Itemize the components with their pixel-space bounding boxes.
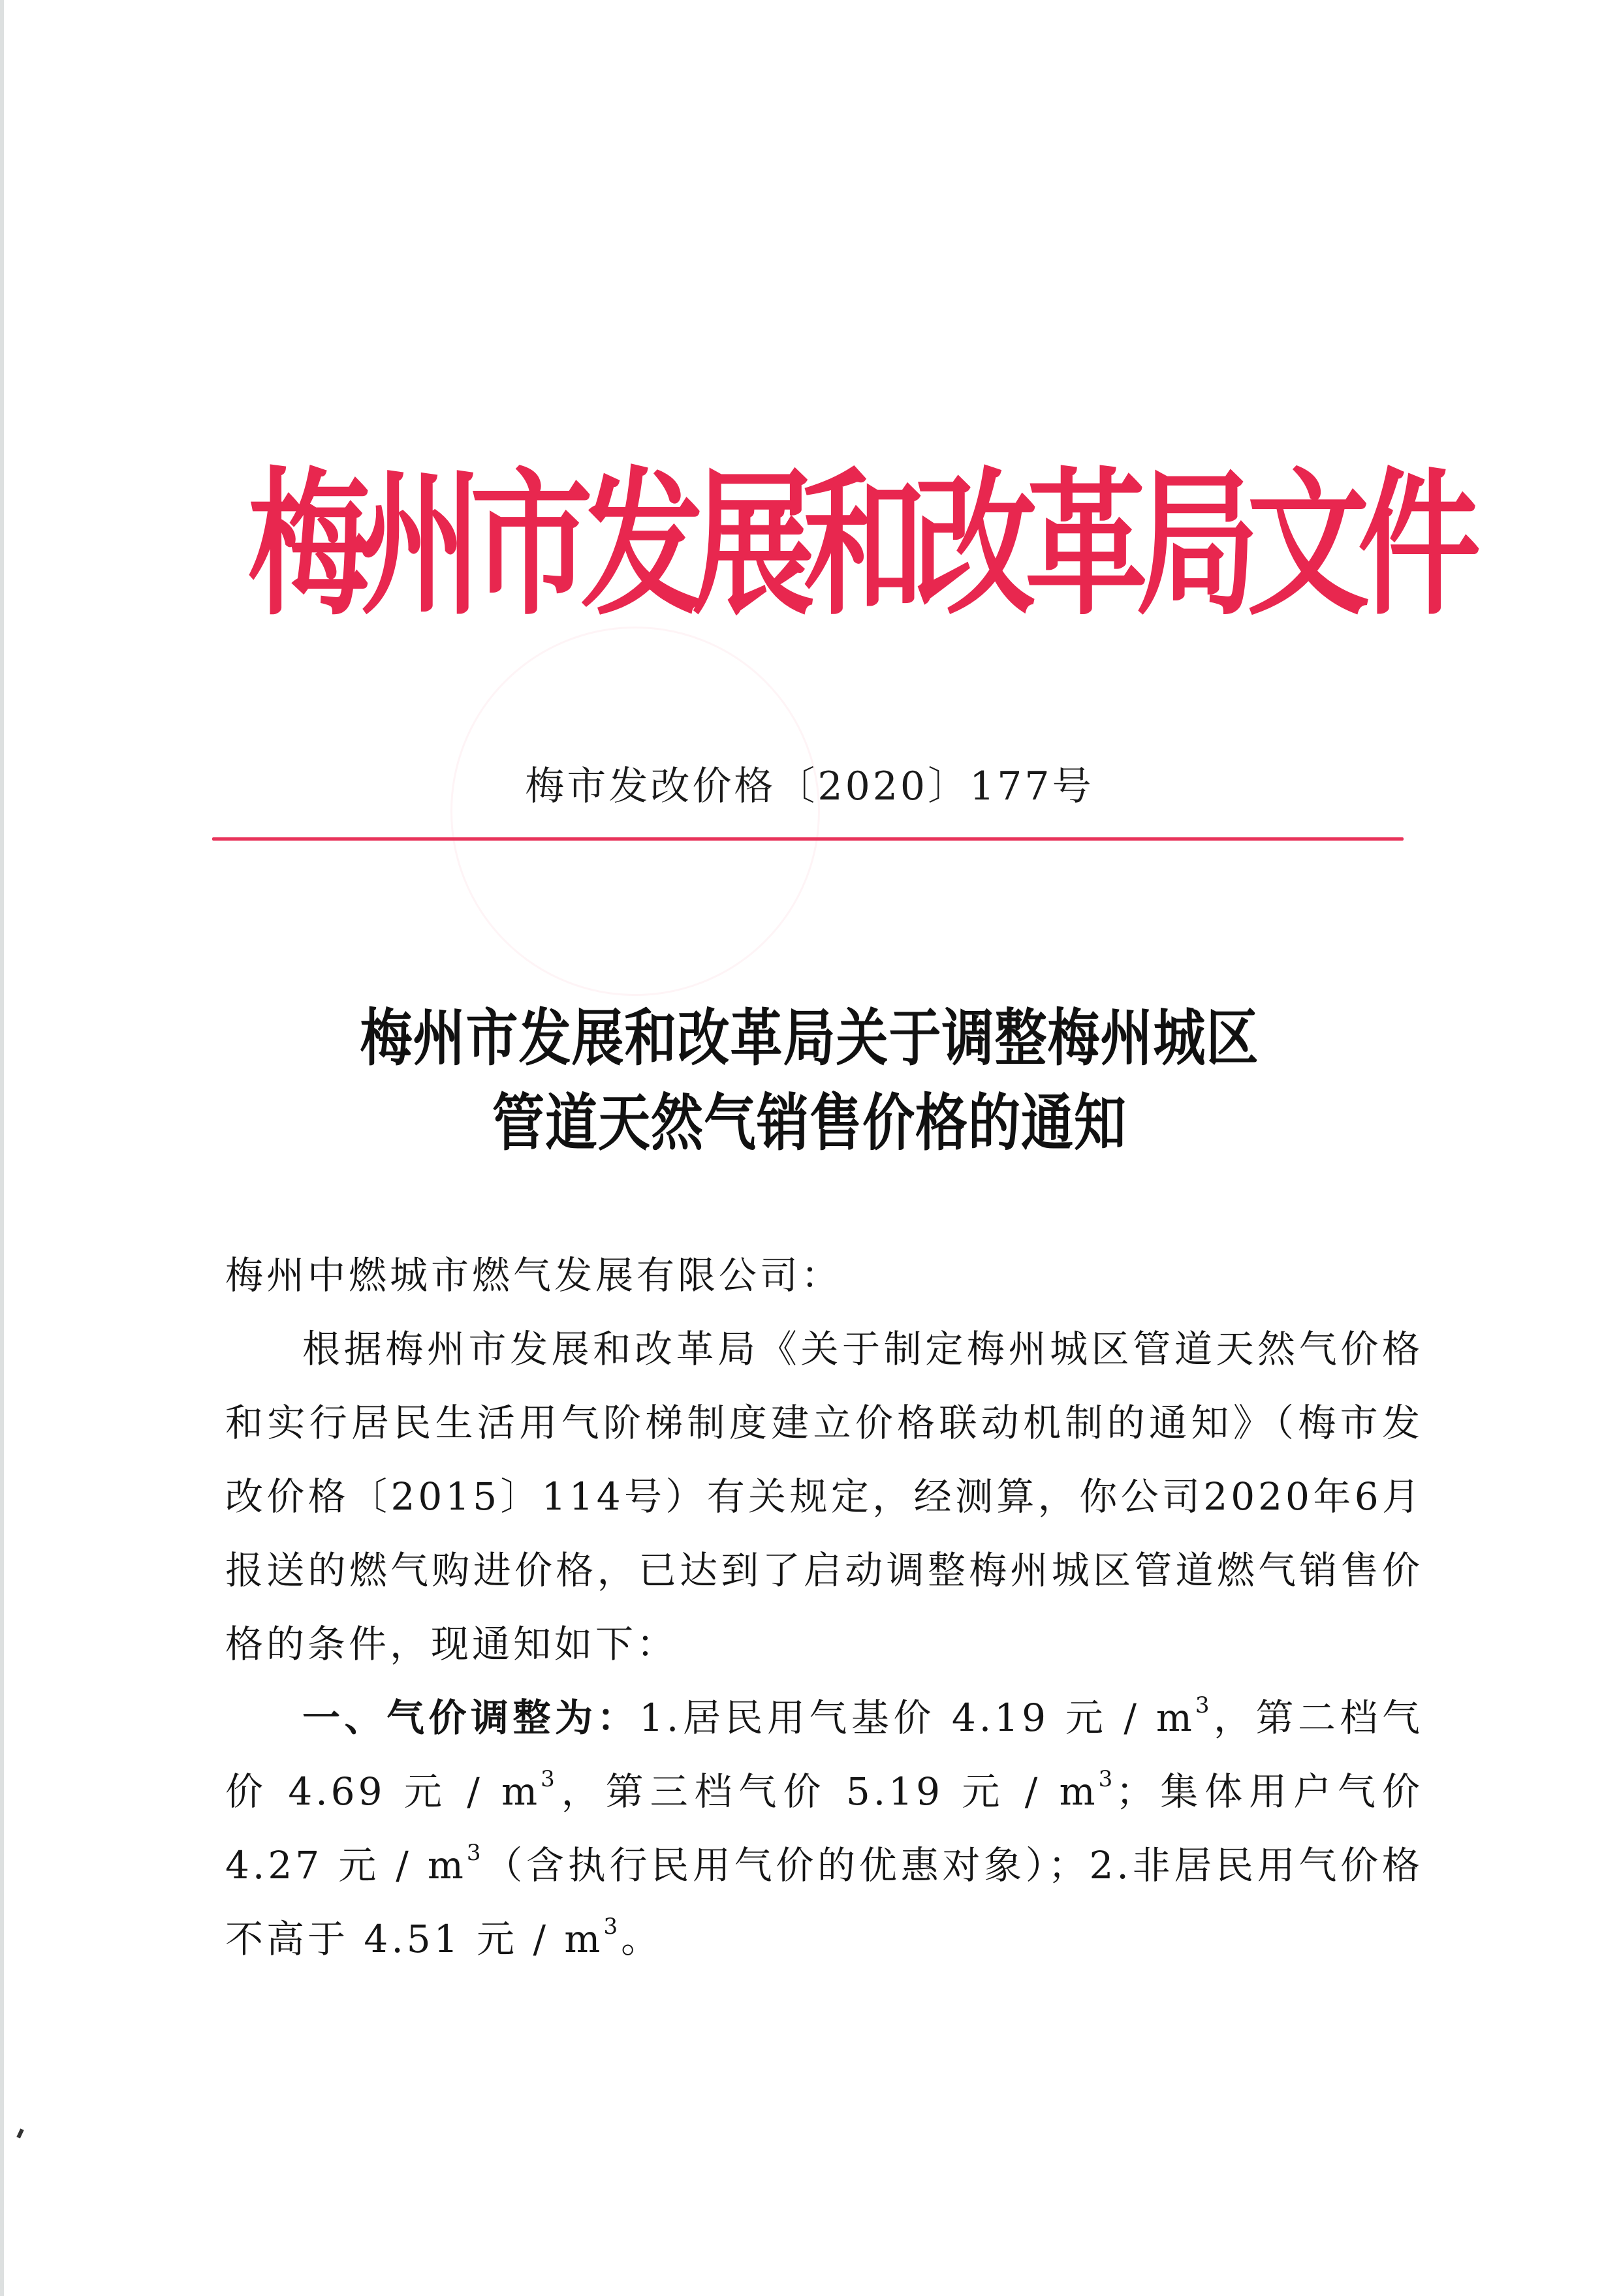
residential-base-price: 1.居民用气基价 4.19 元 / m xyxy=(639,1696,1195,1740)
notice-title xyxy=(0,995,1619,1165)
masthead-char: 局 xyxy=(1136,452,1256,637)
masthead-char: 州 xyxy=(359,452,479,637)
masthead-char: 革 xyxy=(1025,452,1145,637)
red-masthead xyxy=(248,432,1478,658)
section-heading: 一、气价调整为： xyxy=(302,1696,640,1740)
masthead-char: 展 xyxy=(692,452,812,637)
title-line-2: 管道天然气销售价格的通知 xyxy=(492,1086,1127,1159)
masthead-char: 发 xyxy=(581,452,701,637)
cubic-superscript: 3 xyxy=(466,1840,484,1866)
scan-speck xyxy=(16,2128,24,2138)
cubic-superscript: 3 xyxy=(1195,1692,1213,1718)
document-body xyxy=(225,1239,1423,1976)
masthead-char: 市 xyxy=(470,452,590,637)
paragraph-basis: 根据梅州市发展和改革局《关于制定梅州城区管道天然气价格和实行居民生活用气阶梯制度建立价格联动机制的通知》（梅市发改价格〔2015〕114号）有关规定，经测算，你公司2020年6月报送的燃气购进价格，已达到了启动调整梅州城区管道燃气销售价格的条件，现通知如下： xyxy=(225,1327,1423,1666)
masthead-char: 和 xyxy=(803,452,923,637)
masthead-char: 文 xyxy=(1247,452,1367,637)
collective-note: （含执行民用气价的优惠对象）； xyxy=(484,1843,1090,1887)
cubic-superscript: 3 xyxy=(541,1766,558,1792)
red-divider-line xyxy=(212,837,1404,841)
recipient-line: 梅州中燃城市燃气发展有限公司： xyxy=(225,1253,843,1297)
paragraph-price-adjustment xyxy=(225,1681,1423,1976)
masthead-char: 件 xyxy=(1358,452,1478,637)
cubic-superscript: 3 xyxy=(1098,1766,1116,1792)
document-number: 梅市发改价格〔2020〕177号 xyxy=(525,764,1094,809)
sentence-end: 。 xyxy=(621,1917,663,1961)
tier3-price: ，第三档气价 5.19 元 / m xyxy=(558,1769,1099,1814)
masthead-char: 改 xyxy=(914,452,1034,637)
collective-price: ；集体用户气价 4.27 元 / m xyxy=(225,1769,1423,1887)
cubic-superscript: 3 xyxy=(603,1914,621,1940)
masthead-char: 梅 xyxy=(248,452,368,637)
tier2-price: ，第二档气价 4.69 元 / m xyxy=(225,1696,1423,1814)
non-residential-price: 2.非居民用气价格不高于 4.51 元 / m xyxy=(225,1843,1423,1961)
title-line-1: 梅州市发展和改革局关于调整梅州城区 xyxy=(360,1001,1259,1074)
